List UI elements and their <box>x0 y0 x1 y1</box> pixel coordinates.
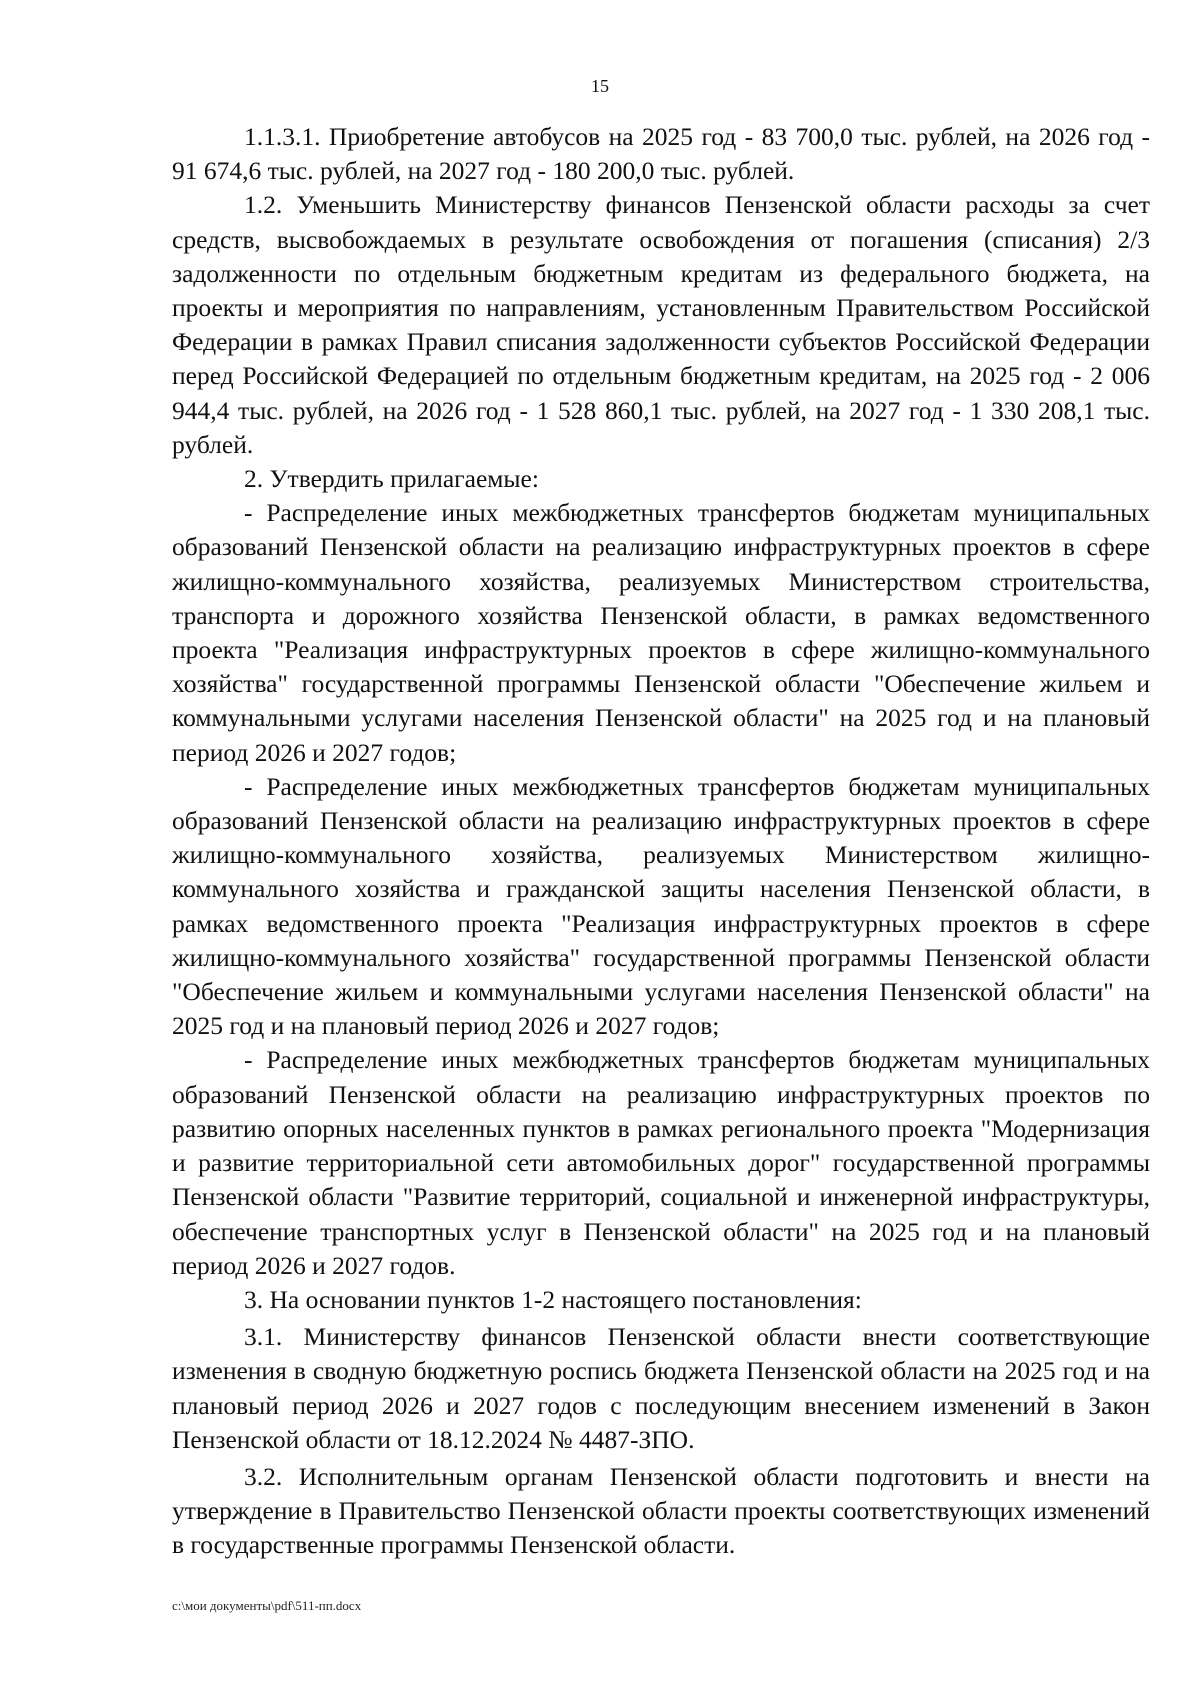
list-item-distribution-2: - Распределение иных межбюджетных трансфертов бюджетам муниципальных образований Пензенской области на реализацию инфраструктурных проектов в сфере жилищно-коммунального хозяйства, реализуемых Министерством жилищно-коммунального хозяйства и гражданской защиты населения Пензенской области, в рамках ведомственного проекта "Реализация инфраструктурных проектов в сфере жилищно-коммунального хозяйства" государственной программы Пензенской области "Обеспечение жильем и коммунальными услугами населения Пензенской области" на 2025 год и на плановый период 2026 и 2027 годов; <box>172 771 1150 1041</box>
paragraph-3-2: 3.2. Исполнительным органам Пензенской области подготовить и внести на утверждение в Правительство Пензенской области проекты соответствующих изменений в государственные программы Пензенской области. <box>172 1461 1150 1560</box>
paragraph-1-2: 1.2. Уменьшить Министерству финансов Пензенской области расходы за счет средств, высвобождаемых в результате освобождения от погашения (списания) 2/3 задолженности по отдельным бюджетным кредитам из федерального бюджета, на проекты и мероприятия по направлениям, установленным Правительством Российской Федерации в рамках Правил списания задолженности субъектов Российской Федерации перед Российской Федерацией по отдельным бюджетным кредитам, на 2025 год - 2 006 944,4 тыс. рублей, на 2026 год - 1 528 860,1 тыс. рублей, на 2027 год - 1 330 208,1 тыс. рублей. <box>172 190 1150 459</box>
footer-file-path: c:\мои документы\pdf\511-пп.docx <box>172 1598 362 1613</box>
list-item-distribution-3: - Распределение иных межбюджетных трансфертов бюджетам муниципальных образований Пензенской области на реализацию инфраструктурных проектов по развитию опорных населенных пунктов в рамках регионального проекта "Модернизация и развитие территориальной сети автомобильных дорог" государственной программы Пензенской области "Развитие территорий, социальной и инженерной инфраструктуры, обеспечение транспортных услуг в Пензенской области" на 2025 год и на плановый период 2026 и 2027 годов. <box>172 1045 1150 1280</box>
document-body <box>172 120 1150 1563</box>
paragraph-3-1: 3.1. Министерству финансов Пензенской области внести соответствующие изменения в сводную бюджетную роспись бюджета Пензенской области на 2025 год и на плановый период 2026 и 2027 годов с последующим внесением изменений в Закон Пензенской области от 18.12.2024 № 4487-ЗПО. <box>172 1322 1150 1454</box>
paragraph-2: 2. Утвердить прилагаемые: <box>244 464 539 494</box>
paragraph-1-1-3-1: 1.1.3.1. Приобретение автобусов на 2025 год - 83 700,0 тыс. рублей, на 2026 год - 91 674,6 тыс. рублей, на 2027 год - 180 200,0 тыс. рублей. <box>172 122 1150 186</box>
list-item-distribution-1: - Распределение иных межбюджетных трансфертов бюджетам муниципальных образований Пензенской области на реализацию инфраструктурных проектов в сфере жилищно-коммунального хозяйства, реализуемых Министерством строительства, транспорта и дорожного хозяйства Пензенской области, в рамках ведомственного проекта "Реализация инфраструктурных проектов в сфере жилищно-коммунального хозяйства" государственной программы Пензенской области "Обеспечение жильем и коммунальными услугами населения Пензенской области" на 2025 год и на плановый период 2026 и 2027 годов; <box>172 498 1150 767</box>
page-number: 15 <box>591 76 609 96</box>
paragraph-3: 3. На основании пунктов 1-2 настоящего постановления: <box>244 1284 862 1314</box>
